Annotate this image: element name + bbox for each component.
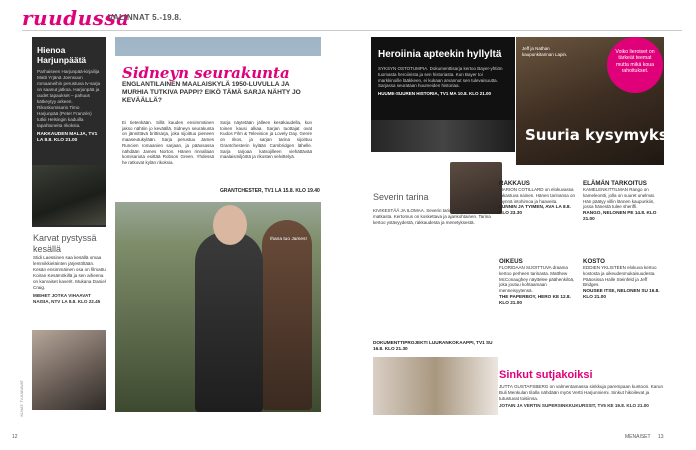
sinkut-photo (373, 357, 498, 415)
severin-title: Severin tarina (373, 192, 429, 202)
rakkaus-title: RAKKAUS (499, 180, 530, 187)
rakkaus-time: LUNNIN JA TYIMEN, AVA LA 8.8. KLO 23.30 (499, 204, 571, 215)
karvat-photo (32, 330, 106, 410)
kosto-body: EDDIEN YKLISTEEN elokuva kertoo kostosta ja oikeudenmukaisuudesta. Pääosissa Halle Steinfeld ja Jeff Bridges. (583, 265, 657, 288)
hienoa-photo (32, 165, 106, 225)
sidney-time: GRANTCHESTER, TV1 LA 15.8. KLO 19.40 (220, 188, 320, 194)
brand-title: ruudussa (22, 6, 130, 30)
sinkut-title: Sinkut sutjakoiksi (499, 369, 593, 381)
sidney-photo-man-head (213, 205, 247, 245)
heroiinia-time: HUUME-SUUREN HISTORIA, TV1 MA 10.8. KLO 21.00 (378, 91, 492, 97)
sidney-col1: Ei tietenkään. Sillä kauden ensimmäinen jakso nähtiin jo keväällä. Sidneyn seurakunta on jännittävä brittisarja, joka sijoittuu pieneen maaseutukylään. Sarja perustuu James Runcien romaanien sarjaan, ja pääosassa nähdään James Norton. Hänen rinnallaan komisariota esittää Robson Green. Yhdessä he ratkovat kylän rikoksia. (122, 120, 214, 165)
elama-title: ELÄMÄN TARKOITUS (583, 180, 647, 187)
heroiinia-photo (371, 120, 515, 152)
suuria-jeff-label: Jeff ja Nathan kaupunkitarinan Lapin. (522, 46, 568, 57)
suuria-badge (607, 37, 663, 93)
page-number-left: 12 (12, 434, 18, 440)
sidney-photo-man (195, 232, 263, 412)
sidney-lead: ENGLANTILAINEN MAALAISKYLÄ 1950-LUVULLA JA MURHIA TUTKIVA PAPPI? EIKÖ TÄMÄ SARJA NÄHTY JO KEVÄÄLLÄ? (122, 81, 301, 104)
sinkut-body (499, 384, 664, 409)
oikeus-box (499, 258, 577, 305)
oikeus-time: THE PAPERBOY, HERO KE 12.8. KLO 21.00 (499, 293, 571, 305)
kosto-box (583, 258, 661, 299)
heroiinia-body (378, 66, 503, 97)
sinkut-text: JUTTA GUSTAFSBERG on valmentamassa sinkkuja parempaan kuntoon. Karun Buli Menkulan tilalla nähdään myös Vertti Harjunniemi. Sinkut hikoilevat ja tutustuvat toisiinsa. (499, 384, 663, 401)
severin-time: DOKUMENTTIPROJEKTI LUURANKOKAAPPI, TV1 SU 16.8. KLO 21.30 (373, 340, 493, 351)
suuria-title: Suuria kysymyksiä (525, 126, 684, 144)
sidney-col2: Sarja näytetään jälleen kesäkaudella, kun toinen kausi alkaa. Sarjan tuottajat ovat Kudos Film & Television ja Lovely Day. Genre on rikos, ja sarjan tarina sijoittuu Grantchesterin kylään Cambridgen lähelle. Sarja tarjoaa katsojilleen viehättävää maalaismiljöötä ja rikosten selvittelyä. (220, 120, 312, 160)
kosto-title: KOSTO (583, 258, 605, 265)
karvat-text: Stidi Laessinen saa kesällä omaa lemmikkieläinten järjestöltään. Kesän ensimmäinen osa on filmattu Koiran Kesämökillä ja sen aiheena on karvaiset kaverit. Mukana Daniel Craig. (33, 255, 106, 290)
karvat-body (33, 255, 107, 305)
karvat-time: MIEHET JOTKA VIHAAVAT NAISIA, NTV LA 8.8. KLO 22.45 (33, 293, 101, 304)
rakkaus-box (499, 180, 577, 216)
hienoa-title: Hienoa Harjunpäätä (37, 45, 87, 65)
severin-body: KIVIKESTÄÄ JA ILOMAA. Severin tarina kertoo nuoren miehen matkasta. Kertomus on koskettava ja ajankohtainen. Tarina kertoo ystävyydestä, rakkaudesta ja menetyksestä. (373, 208, 500, 225)
elama-body: KAMELENKITTILMAN Rango on kameleontti, jolla on suuret unelmat. Hän päätyy villin lännen kaupunkiin, jossa hänestä tulee sheriffi. (583, 187, 656, 210)
hienoa-body: Parhaiseen Harjunpää-kirjailija Matti Yrjänä Joensuun romaaneihin perustuva tv-sarja on saanut jatkoa. Harjunpää ja uudet tapaukset – pahuus kätkeytyy arkeen. Rikoskomisario Timo Harjunpää (Peter Franzén) tutkii Helsingin kaduilla tapahtuneita rikoksia. (37, 69, 101, 128)
header-subtitle: VALINNAT 5.-19.8. (108, 13, 182, 22)
hienoa-time: RAKKAUDEN MALJA, TV1 LA 8.8. KLO 21.00 (37, 132, 98, 143)
severin-photo (450, 162, 502, 214)
heroiinia-title: Heroiinia apteekin hyllyltä (378, 49, 502, 60)
elama-box (583, 180, 661, 221)
sidney-photo-woman (262, 220, 312, 410)
oikeus-title: OIKEUS (499, 258, 523, 265)
sidney-title: Sidneyn seurakunta (122, 64, 290, 82)
sidney-caption: Ihana tuo James! (270, 237, 307, 242)
sinkut-time: JOTAIN JA VERTIN SUPERSINKKUKURSSIT, TV5 KE 19.8. KLO 21.00 (499, 403, 649, 409)
credit-text: KUVAT: TV-KANAVAT (20, 380, 24, 417)
oikeus-body: FLORIDAAN SIJOITTUVA draama kertoo perheen tarinasta. Matthew McConaughey näyttelee päähenkilöä, joka joutuu kohtaamaan menneisyytensä. (499, 265, 575, 294)
karvat-title: Karvat pystyssä kesällä (33, 233, 97, 254)
suuria-badge-text: Voiko lieroiset on tärkeät teemat mutta mikä koua rahoitukset. (615, 49, 655, 74)
heroiinia-text: SYKSYN OSTOTUMPIA. Dokumenttisarja kertoo Bayer-yhtiön tuomasta heroiinista ja sen historiasta. Kun Bayer toi markkinoille lääkkeen, ei kukaan arvannut sen tulevaisuutta. Sarjassa seurataan huumeiden historiaa. (378, 66, 503, 89)
kosto-time: NOUSEE ITSE, NELONEN SU 16.8. KLO 21.00 (583, 288, 660, 299)
rakkaus-body: MARION COTILLARD on elokuvassa rakastuva nainen. Hänen tarinansa on täynnä intohimoa ja haaveita. (499, 187, 576, 204)
elama-time: RANGO, NELONEN PE 14.8. KLO 21.00 (583, 210, 657, 221)
page-number-right: 13 (658, 434, 664, 440)
magazine-name: MENAISET (625, 434, 651, 440)
header-rule (22, 30, 682, 31)
